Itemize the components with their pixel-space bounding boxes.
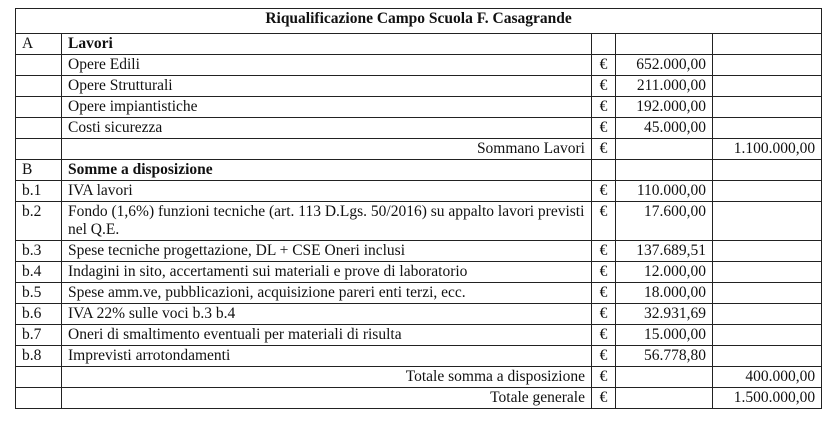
currency-symbol: € bbox=[592, 139, 616, 160]
item-amount: 12.000,00 bbox=[616, 262, 713, 283]
table-row bbox=[16, 262, 822, 283]
item-amount: 652.000,00 bbox=[616, 55, 713, 76]
item-description: IVA 22% sulle voci b.3 b.4 bbox=[62, 304, 592, 325]
total-label: Totale somma a disposizione bbox=[62, 367, 592, 388]
item-description: Spese tecniche progettazione, DL + CSE Oneri inclusi bbox=[62, 241, 592, 262]
table-row bbox=[16, 55, 822, 76]
item-description: Fondo (1,6%) funzioni tecniche (art. 113 D.Lgs. 50/2016) su appalto lavori previsti nel Q.E. bbox=[62, 202, 592, 241]
currency-symbol: € bbox=[592, 367, 616, 388]
currency-symbol: € bbox=[592, 346, 616, 367]
total-amount: 400.000,00 bbox=[713, 367, 822, 388]
table-row bbox=[16, 97, 822, 118]
section-b-header bbox=[16, 160, 822, 181]
item-description: Spese amm.ve, pubblicazioni, acquisizione pareri enti terzi, ecc. bbox=[62, 283, 592, 304]
item-amount: 45.000,00 bbox=[616, 118, 713, 139]
section-label: Somme a disposizione bbox=[62, 160, 592, 181]
item-description: Oneri di smaltimento eventuali per materiali di risulta bbox=[62, 325, 592, 346]
item-code: b.4 bbox=[16, 262, 62, 283]
table-title: Riqualificazione Campo Scuola F. Casagrande bbox=[16, 9, 822, 34]
table-row bbox=[16, 283, 822, 304]
currency-symbol: € bbox=[592, 325, 616, 346]
cost-summary-table bbox=[15, 8, 822, 409]
item-description: Opere Edili bbox=[62, 55, 592, 76]
table-row bbox=[16, 181, 822, 202]
item-description: Imprevisti arrotondamenti bbox=[62, 346, 592, 367]
item-amount: 56.778,80 bbox=[616, 346, 713, 367]
section-b-total-row bbox=[16, 367, 822, 388]
currency-symbol: € bbox=[592, 241, 616, 262]
total-label: Sommano Lavori bbox=[62, 139, 592, 160]
item-description: Costi sicurezza bbox=[62, 118, 592, 139]
item-code: b.6 bbox=[16, 304, 62, 325]
item-description: Opere Strutturali bbox=[62, 76, 592, 97]
item-description: Indagini in sito, accertamenti sui materiali e prove di laboratorio bbox=[62, 262, 592, 283]
currency-symbol: € bbox=[592, 262, 616, 283]
item-description: Opere impiantistiche bbox=[62, 97, 592, 118]
item-code: b.7 bbox=[16, 325, 62, 346]
table-title-row bbox=[16, 9, 822, 34]
item-code: b.5 bbox=[16, 283, 62, 304]
grand-total-label: Totale generale bbox=[62, 388, 592, 409]
currency-symbol: € bbox=[592, 388, 616, 409]
section-code: A bbox=[16, 34, 62, 55]
item-amount: 17.600,00 bbox=[616, 202, 713, 241]
grand-total-row bbox=[16, 388, 822, 409]
item-code: b.2 bbox=[16, 202, 62, 241]
table-row bbox=[16, 304, 822, 325]
grand-total-amount: 1.500.000,00 bbox=[713, 388, 822, 409]
currency-symbol: € bbox=[592, 97, 616, 118]
item-amount: 18.000,00 bbox=[616, 283, 713, 304]
table-row bbox=[16, 346, 822, 367]
item-code: b.3 bbox=[16, 241, 62, 262]
item-code: b.8 bbox=[16, 346, 62, 367]
item-amount: 192.000,00 bbox=[616, 97, 713, 118]
item-code: b.1 bbox=[16, 181, 62, 202]
table-row bbox=[16, 202, 822, 241]
table-row bbox=[16, 325, 822, 346]
item-amount: 15.000,00 bbox=[616, 325, 713, 346]
section-code: B bbox=[16, 160, 62, 181]
item-amount: 137.689,51 bbox=[616, 241, 713, 262]
section-a-total-row bbox=[16, 139, 822, 160]
currency-symbol: € bbox=[592, 181, 616, 202]
currency-symbol: € bbox=[592, 55, 616, 76]
item-amount: 32.931,69 bbox=[616, 304, 713, 325]
total-amount: 1.100.000,00 bbox=[713, 139, 822, 160]
item-amount: 110.000,00 bbox=[616, 181, 713, 202]
table-row bbox=[16, 241, 822, 262]
currency-symbol: € bbox=[592, 118, 616, 139]
currency-symbol: € bbox=[592, 283, 616, 304]
table-row bbox=[16, 118, 822, 139]
item-amount: 211.000,00 bbox=[616, 76, 713, 97]
section-label: Lavori bbox=[62, 34, 592, 55]
currency-symbol: € bbox=[592, 304, 616, 325]
currency-symbol: € bbox=[592, 76, 616, 97]
currency-symbol: € bbox=[592, 202, 616, 241]
section-a-header bbox=[16, 34, 822, 55]
table-row bbox=[16, 76, 822, 97]
item-description: IVA lavori bbox=[62, 181, 592, 202]
